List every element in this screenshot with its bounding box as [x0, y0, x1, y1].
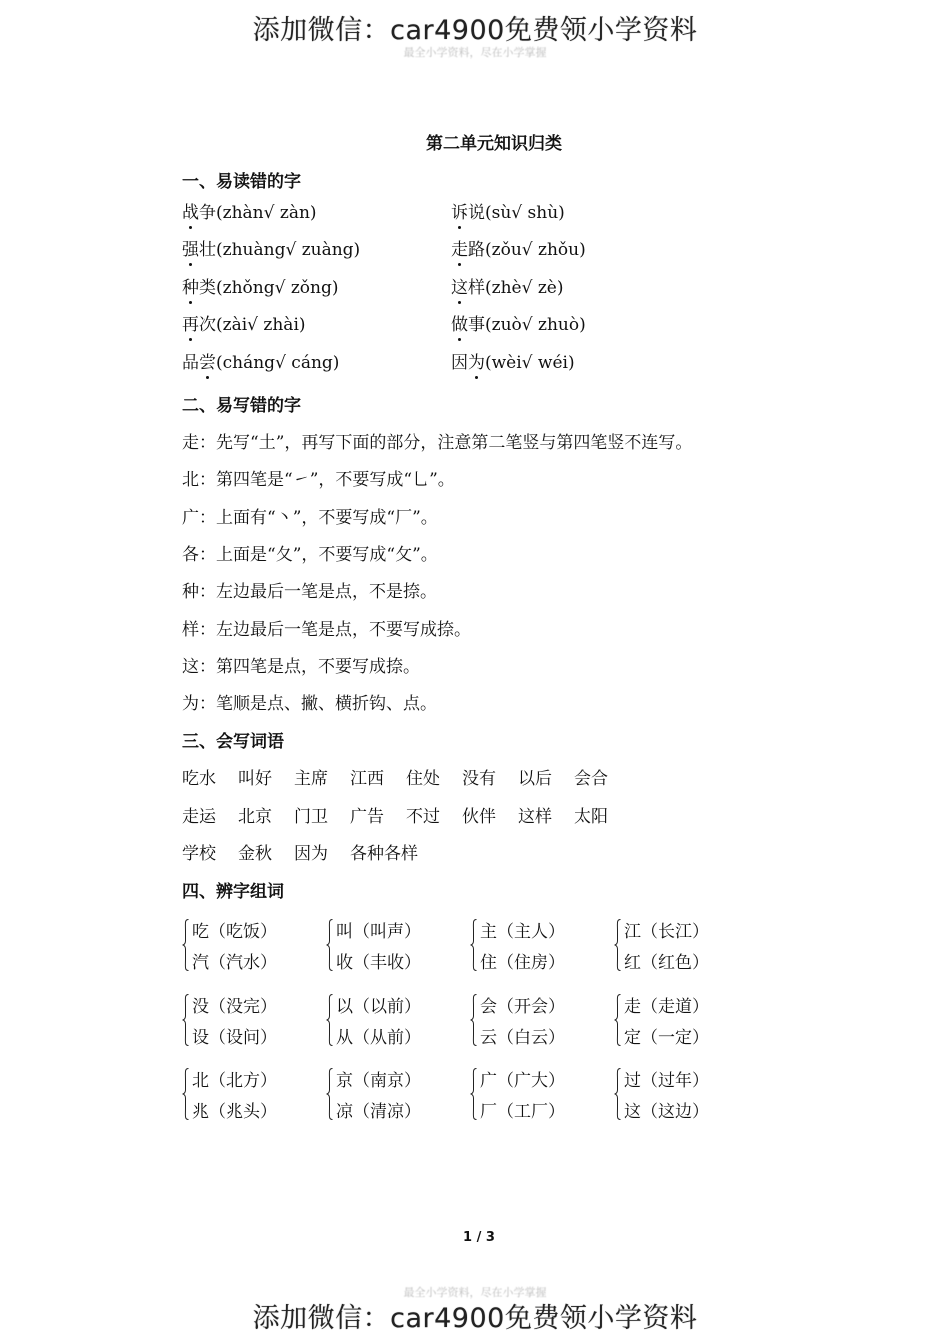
pinyin-prefix: 因 [451, 353, 468, 373]
char-word: 广（广大） [480, 1071, 565, 1091]
pinyin-item [451, 348, 575, 373]
dotted-char: 做 [451, 310, 468, 335]
char-word: 主（主人） [480, 922, 565, 942]
pinyin-text: 类(zhǒng√ zǒng) [199, 278, 339, 298]
dotted-char: 战 [182, 198, 199, 223]
dotted-char: 再 [182, 310, 199, 335]
pinyin-text: 说(sù√ shù) [468, 203, 565, 223]
char-word: 红（红色） [624, 953, 709, 973]
vocab-word: 北京 [238, 807, 272, 827]
char-word: 叫（叫声） [336, 922, 421, 942]
section-4-heading: 四、辨字组词 [182, 882, 284, 902]
pinyin-text: 次(zài√ zhài) [199, 315, 306, 335]
page-title: 第二单元知识归类 [426, 134, 562, 154]
stroke-note: 种：左边最后一笔是点，不是捺。 [182, 582, 437, 602]
pinyin-item [451, 198, 565, 223]
left-brace-icon [326, 1068, 333, 1120]
vocab-word: 主席 [294, 769, 328, 789]
stroke-note: 北：第四笔是“㇀”，不要写成“乚”。 [182, 470, 455, 490]
page-number: 1 / 3 [463, 1230, 495, 1245]
dotted-char: 诉 [451, 198, 468, 223]
pinyin-item [182, 310, 306, 335]
left-brace-icon [182, 994, 189, 1046]
vocab-word: 金秋 [238, 844, 272, 864]
pinyin-text: (cháng√ cáng) [216, 353, 340, 373]
left-brace-icon [182, 919, 189, 971]
pinyin-item [182, 348, 339, 373]
pinyin-text: (wèi√ wéi) [485, 353, 575, 373]
dotted-char: 种 [182, 273, 199, 298]
char-word: 兆（兆头） [192, 1102, 277, 1122]
char-word: 定（一定） [624, 1028, 709, 1048]
pinyin-text: 样(zhè√ zè) [468, 278, 564, 298]
dotted-char: 强 [182, 235, 199, 260]
faint-footer-text: 最全小学资料，尽在小学掌握 [403, 1286, 547, 1299]
vocab-word: 吃水 [182, 769, 216, 789]
char-word: 从（从前） [336, 1028, 421, 1048]
vocab-word: 太阳 [574, 807, 608, 827]
vocab-word: 走运 [182, 807, 216, 827]
section-3-heading: 三、会写词语 [182, 732, 284, 752]
section-2-heading: 二、易写错的字 [182, 396, 301, 416]
char-word: 会（开会） [480, 997, 565, 1017]
char-word: 以（以前） [336, 997, 421, 1017]
vocab-word: 叫好 [238, 769, 272, 789]
vocab-word: 不过 [406, 807, 440, 827]
pinyin-prefix: 品 [182, 353, 199, 373]
dotted-char: 走 [451, 235, 468, 260]
stroke-note: 广：上面有“丶”，不要写成“厂”。 [182, 508, 438, 528]
char-word: 吃（吃饭） [192, 922, 277, 942]
section-1-heading: 一、易读错的字 [182, 172, 301, 192]
left-brace-icon [470, 1068, 477, 1120]
char-word: 京（南京） [336, 1071, 421, 1091]
dotted-char: 为 [468, 348, 485, 373]
left-brace-icon [326, 919, 333, 971]
vocab-row [182, 764, 630, 789]
stroke-note: 这：第四笔是点，不要写成捺。 [182, 657, 420, 677]
char-word: 没（没完） [192, 997, 277, 1017]
left-brace-icon [470, 994, 477, 1046]
top-watermark-banner: 添加微信：car4900免费领小学资料 [252, 15, 698, 46]
pinyin-item [182, 198, 317, 223]
pinyin-item [182, 235, 360, 260]
stroke-note: 样：左边最后一笔是点，不要写成捺。 [182, 620, 471, 640]
vocab-row [182, 839, 440, 864]
faint-header-text: 最全小学资料，尽在小学掌握 [403, 46, 547, 59]
left-brace-icon [326, 994, 333, 1046]
left-brace-icon [182, 1068, 189, 1120]
vocab-word: 住处 [406, 769, 440, 789]
vocab-word: 伙伴 [462, 807, 496, 827]
char-word: 北（北方） [192, 1071, 277, 1091]
vocab-word: 会合 [574, 769, 608, 789]
char-word: 住（住房） [480, 953, 565, 973]
vocab-word: 各种各样 [350, 844, 418, 864]
char-word: 走（走道） [624, 997, 709, 1017]
char-word: 设（设问） [192, 1028, 277, 1048]
vocab-word: 以后 [518, 769, 552, 789]
char-word: 江（长江） [624, 922, 709, 942]
vocab-word: 没有 [462, 769, 496, 789]
left-brace-icon [614, 1068, 621, 1120]
char-word: 收（丰收） [336, 953, 421, 973]
pinyin-item [451, 273, 563, 298]
dotted-char: 尝 [199, 348, 216, 373]
stroke-note: 为：笔顺是点、撇、横折钩、点。 [182, 694, 437, 714]
pinyin-text: 争(zhàn√ zàn) [199, 203, 317, 223]
char-word: 厂（工厂） [480, 1102, 565, 1122]
pinyin-text: 壮(zhuàng√ zuàng) [199, 240, 361, 260]
vocab-word: 门卫 [294, 807, 328, 827]
pinyin-item [451, 310, 586, 335]
pinyin-text: 路(zǒu√ zhǒu) [468, 240, 586, 260]
char-word: 过（过年） [624, 1071, 709, 1091]
vocab-word: 广告 [350, 807, 384, 827]
left-brace-icon [614, 919, 621, 971]
vocab-word: 江西 [350, 769, 384, 789]
stroke-note: 走：先写“土”，再写下面的部分，注意第二笔竖与第四笔竖不连写。 [182, 433, 693, 453]
char-word: 凉（清凉） [336, 1102, 421, 1122]
char-word: 这（这边） [624, 1102, 709, 1122]
vocab-row [182, 802, 630, 827]
vocab-word: 学校 [182, 844, 216, 864]
stroke-note: 各：上面是“夂”，不要写成“攵”。 [182, 545, 438, 565]
pinyin-item [451, 235, 586, 260]
left-brace-icon [470, 919, 477, 971]
vocab-word: 这样 [518, 807, 552, 827]
bottom-watermark-banner: 添加微信：car4900免费领小学资料 [252, 1303, 698, 1334]
pinyin-item [182, 273, 339, 298]
left-brace-icon [614, 994, 621, 1046]
vocab-word: 因为 [294, 844, 328, 864]
char-word: 汽（汽水） [192, 953, 277, 973]
char-word: 云（白云） [480, 1028, 565, 1048]
dotted-char: 这 [451, 273, 468, 298]
pinyin-text: 事(zuò√ zhuò) [468, 315, 586, 335]
